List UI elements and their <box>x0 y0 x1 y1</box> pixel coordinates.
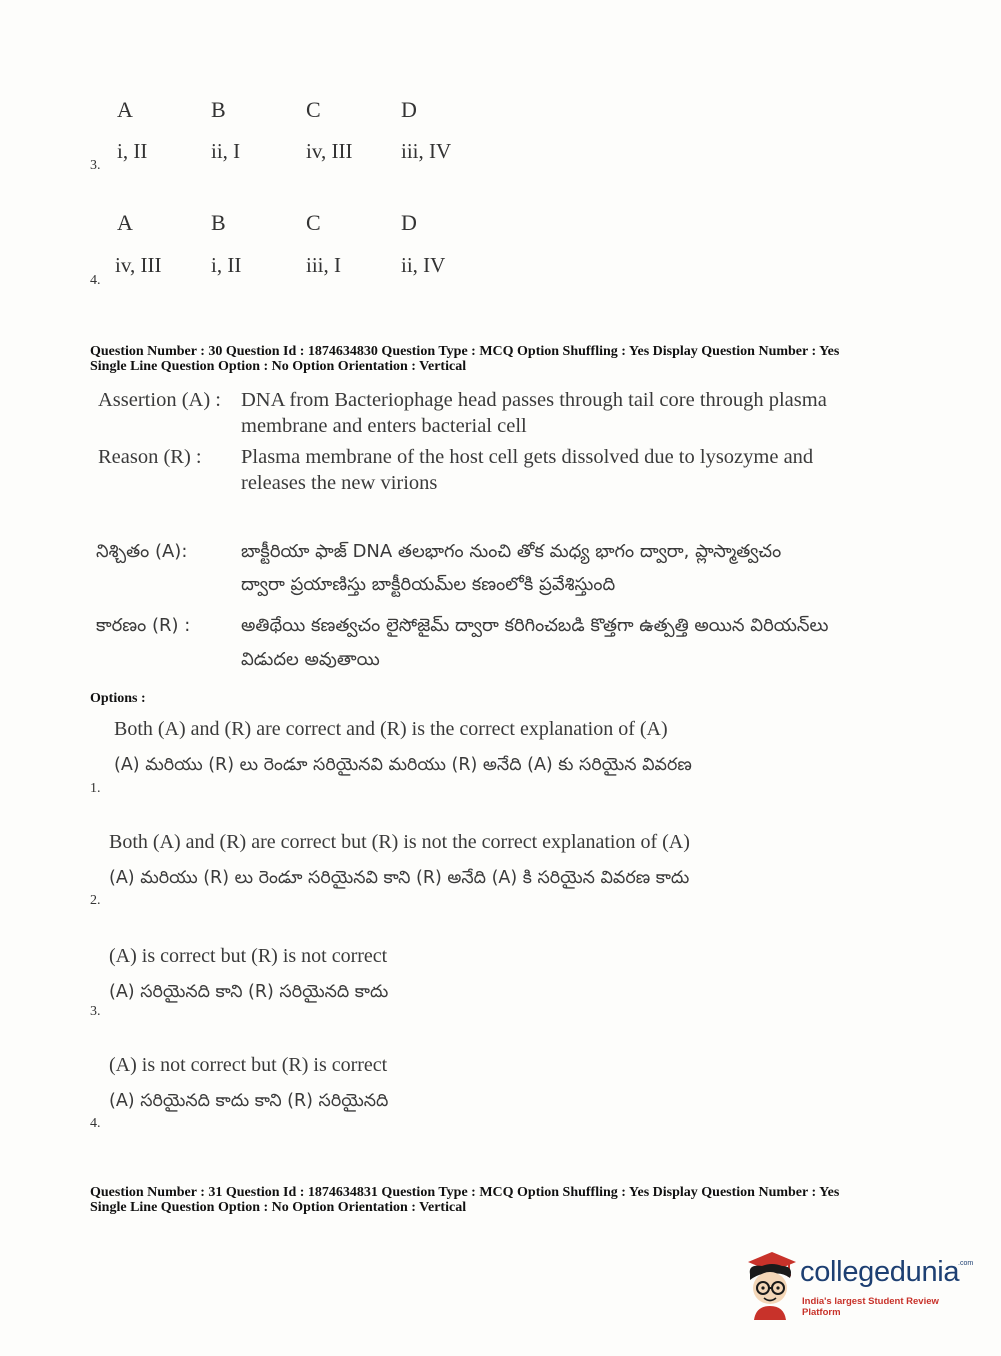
option-number: 2. <box>90 893 101 908</box>
option-number: 4. <box>90 273 101 288</box>
col-header-d: D <box>401 97 417 122</box>
te-reason-line-2: విడుదల అవుతాయి <box>241 649 380 670</box>
match-value-c: iv, III <box>306 139 353 163</box>
question-meta-line-2: Single Line Question Option : No Option Orientation : Vertical <box>90 359 467 374</box>
options-label: Options : <box>90 691 146 706</box>
te-assertion-line-2: ద్వారా ప్రయాణిస్తు బాక్టీరియమ్‌ల కణంలోకి ప్రవేశిస్తుంది <box>241 574 616 595</box>
option-text-en: (A) is not correct but (R) is correct <box>109 1054 388 1076</box>
te-assertion-label: నిశ్చితం (A): <box>96 541 188 562</box>
option-number: 3. <box>90 1004 101 1019</box>
col-header-a: A <box>117 97 133 122</box>
option-number: 4. <box>90 1116 101 1131</box>
match-value-d: iii, IV <box>401 139 452 163</box>
reason-label: Reason (R) : <box>98 446 202 468</box>
reason-text-line-2: releases the new virions <box>241 472 438 494</box>
te-reason-line-1: అతిథేయి కణత్వచం లైసోజైమ్ ద్వారా కరిగించబడి కొత్తగా ఉత్పత్తి అయిన విరియన్‌లు <box>241 615 829 636</box>
match-value-a: i, II <box>117 139 148 163</box>
col-header-d: D <box>401 210 417 235</box>
option-text-en: (A) is correct but (R) is not correct <box>109 945 388 967</box>
match-value-b: i, II <box>211 253 242 277</box>
option-text-en: Both (A) and (R) are correct but (R) is not the correct explanation of (A) <box>109 831 690 853</box>
assertion-text-line-2: membrane and enters bacterial cell <box>241 415 527 437</box>
logo-suffix: .com <box>958 1260 974 1267</box>
option-number: 3. <box>90 158 101 173</box>
option-text-en: Both (A) and (R) are correct and (R) is the correct explanation of (A) <box>114 718 668 740</box>
option-number: 1. <box>90 781 101 796</box>
col-header-b: B <box>211 97 226 122</box>
te-reason-label: కారణం (R) : <box>96 615 191 636</box>
col-header-b: B <box>211 210 226 235</box>
match-value-c: iii, I <box>306 253 341 277</box>
col-header-c: C <box>306 97 321 122</box>
option-text-te: (A) సరియైనది కాని (R) సరియైనది కాదు <box>109 982 389 1002</box>
question-meta-line-1: Question Number : 30 Question Id : 1874634830 Question Type : MCQ Option Shuffling : Yes Display Question Number : Yes <box>90 344 840 359</box>
match-value-b: ii, I <box>211 139 241 163</box>
assertion-text-line-1: DNA from Bacteriophage head passes through tail core through plasma <box>241 389 827 411</box>
question-meta-line-2: Single Line Question Option : No Option Orientation : Vertical <box>90 1200 467 1215</box>
mascot-icon <box>742 1248 800 1320</box>
col-header-c: C <box>306 210 321 235</box>
reason-text-line-1: Plasma membrane of the host cell gets dissolved due to lysozyme and <box>241 446 814 468</box>
logo-wordmark: collegedunia <box>800 1256 960 1288</box>
te-assertion-line-1: బాక్టీరియా ఫాజ్ DNA తలభాగం నుంచి తోక మధ్య భాగం ద్వారా, ప్లాస్మాత్వచం <box>241 541 782 562</box>
option-text-te: (A) సరియైనది కాదు కాని (R) సరియైనది <box>109 1091 389 1111</box>
option-text-te: (A) మరియు (R) లు రెండూ సరియైనవి కాని (R) అనేది (A) కి సరియైన వివరణ కాదు <box>109 868 690 888</box>
collegedunia-logo <box>742 1248 972 1320</box>
match-value-a: iv, III <box>115 253 162 277</box>
col-header-a: A <box>117 210 133 235</box>
logo-tagline: India's largest Student Review Platform <box>802 1296 939 1318</box>
match-value-d: ii, IV <box>401 253 446 277</box>
question-meta-line-1: Question Number : 31 Question Id : 1874634831 Question Type : MCQ Option Shuffling : Yes Display Question Number : Yes <box>90 1185 840 1200</box>
option-text-te: (A) మరియు (R) లు రెండూ సరియైనవి మరియు (R) అనేది (A) కు సరియైన వివరణ <box>114 755 692 775</box>
assertion-label: Assertion (A) : <box>98 389 221 411</box>
